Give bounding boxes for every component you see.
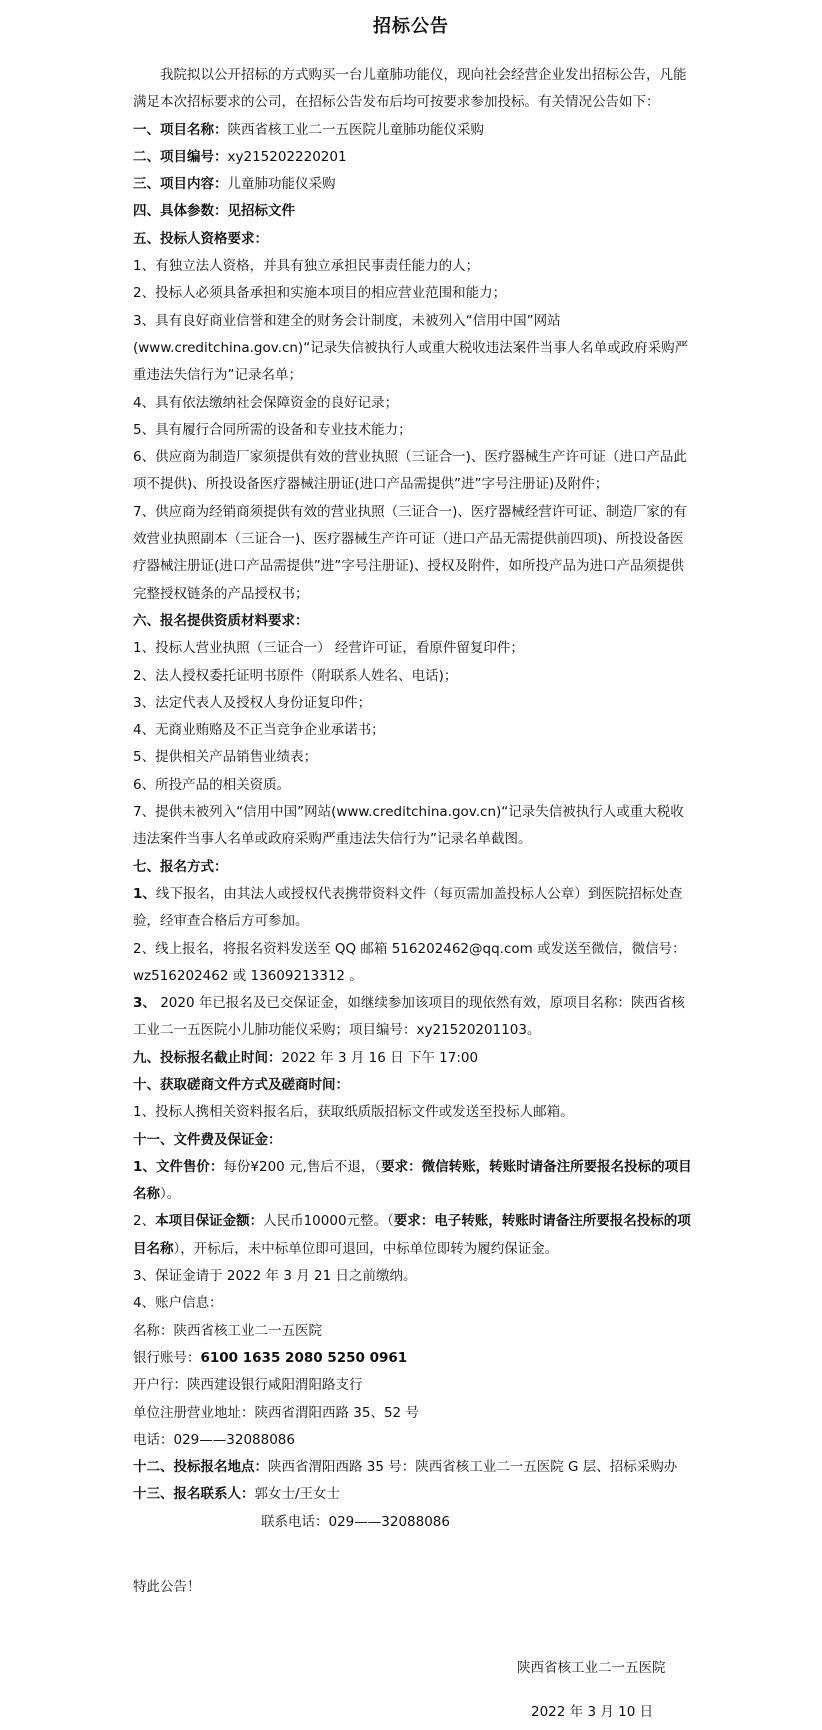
item-requirement: 要求：微信转账，转账时请备注所要报名投标的项目名称 (133, 1158, 692, 1203)
account-info-heading: 4、账户信息： (133, 1295, 223, 1312)
section-docs-heading: 十、获取磋商文件方式及磋商时间： (133, 1076, 349, 1093)
account-number-value: 6100 1635 2080 5250 0961 (200, 1349, 408, 1366)
section-project-number (133, 144, 693, 171)
materials-item: 6、所投产品的相关资质。 (133, 776, 291, 793)
section-project-content (133, 171, 693, 198)
item-number: 3、 (133, 995, 156, 1012)
item-number: 2、 (133, 1213, 156, 1230)
item-requirement: 要求：电子转账，转账时请备注所要报名投标的项目名称 (133, 1213, 691, 1257)
registration-item (133, 881, 693, 936)
section-label: 十二、投标报名地点： (133, 1459, 268, 1476)
section-value: xy215202220201 (227, 148, 347, 165)
section-deadline (133, 1045, 693, 1072)
item-text: 线下报名，由其法人或授权代表携带资料文件（每页需加盖投标人公章）到医院招标处查验，经审查合格后方可参加。 (133, 885, 683, 930)
qualification-item: 4、具有依法缴纳社会保障资金的良好记录； (133, 394, 399, 411)
item-label: 1、文件售价： (133, 1158, 224, 1175)
section-registration-heading: 七、报名方式： (133, 858, 228, 875)
account-bank: 开户行：陕西建设银行咸阳渭阳路支行 (133, 1377, 363, 1394)
deposit-item (133, 1208, 693, 1263)
materials-item: 4、无商业贿赂及不正当竞争企业承诺书； (133, 722, 385, 739)
deposit-deadline: 3、保证金请于 2022 年 3 月 21 日之前缴纳。 (133, 1268, 417, 1285)
account-number-label: 银行账号： (133, 1349, 201, 1366)
docs-item: 1、投标人携相关资料报名后，获取纸质版招标文件或发送至投标人邮箱。 (133, 1104, 574, 1121)
materials-item: 2、法人授权委托证明书原件（附联系人姓名、电话)； (133, 667, 458, 684)
section-materials-heading: 六、报名提供资质材料要求： (133, 612, 309, 629)
section-parameters: 四、具体参数：见招标文件 (133, 203, 295, 220)
section-value: 郭女士/王女士 (254, 1486, 341, 1503)
contact-phone: 联系电话：029——32088086 (261, 1513, 450, 1530)
section-label: 二、项目编号： (133, 148, 228, 165)
item-end: ）。 (160, 1186, 181, 1203)
section-value: 陕西省渭阳西路 35 号：陕西省核工业二一五医院 G 层、招标采购办 (268, 1459, 678, 1476)
account-address: 单位注册营业地址：陕西省渭阳西路 35、52 号 (133, 1404, 419, 1421)
item-end: ），开标后，未中标单位即可退回，中标单位即转为履约保证金。 (173, 1240, 559, 1257)
section-value: 儿童肺功能仪采购 (227, 176, 336, 193)
fee-item (133, 1154, 693, 1209)
section-fees-heading: 十一、文件费及保证金： (133, 1131, 282, 1148)
account-name: 名称：陕西省核工业二一五医院 (133, 1322, 322, 1339)
item-number: 1、 (133, 885, 156, 902)
item-value: 人民币10000元整。（ (263, 1213, 394, 1230)
qualification-item: 6、供应商为制造厂家须提供有效的营业执照（三证合一)、医疗器械生产许可证（进口产品此项不提供)、所投设备医疗器械注册证(进口产品需提供”进”字号注册证)及附件； (133, 449, 687, 493)
section-value: 2022 年 3 月 16 日 下午 17:00 (281, 1049, 479, 1066)
section-project-name (133, 117, 693, 144)
qualification-item: 1、有独立法人资格，并具有独立承担民事责任能力的人； (133, 258, 480, 275)
account-phone: 电话：029——32088086 (133, 1431, 295, 1448)
item-label: 本项目保证金额： (155, 1213, 264, 1230)
item-text: 2020 年已报名及已交保证金，如继续参加该项目的现依然有效，原项目名称：陕西省核工业二一五医院小儿肺功能仪采购；项目编号：xy21520201103。 (133, 995, 685, 1039)
intro-paragraph: 我院拟以公开招标的方式购买一台儿童肺功能仪，现向社会经营企业发出招标公告，凡能满足本次招标要求的公司，在招标公告发布后均可按要求参加投标。有关情况公告如下： (133, 67, 687, 111)
qualification-item: 2、投标人必须具备承担和实施本项目的相应营业范围和能力； (133, 285, 507, 302)
registration-item: 2、线上报名，将报名资料发送至 QQ 邮箱 516202462@qq.com 或发送至微信，微信号：wz516202462 或 13609213312 。 (133, 940, 686, 984)
section-qualification-heading: 五、投标人资格要求： (133, 230, 268, 247)
signature-date: 2022 年 3 月 10 日 (531, 1704, 654, 1720)
section-label: 一、项目名称： (133, 121, 228, 138)
closing-text: 特此公告！ (133, 1579, 201, 1595)
section-location (133, 1454, 693, 1481)
section-contact (133, 1481, 693, 1508)
materials-item: 1、投标人营业执照（三证合一） 经营许可证，看原件留复印件； (133, 640, 524, 657)
materials-item: 7、提供未被列入“信用中国”网站(www.creditchina.gov.cn)“记录失信被执行人或重大税收违法案件当事人名单或政府采购严重违法失信行为”记录名单截图。 (133, 804, 684, 848)
section-label: 九、投标报名截止时间： (133, 1049, 282, 1066)
materials-item: 5、提供相关产品销售业绩表； (133, 749, 318, 766)
page-title: 招标公告 (373, 16, 449, 37)
item-value: 每份¥200 元,售后不退，（ (223, 1158, 382, 1175)
qualification-item: 7、供应商为经销商须提供有效的营业执照（三证合一)、医疗器械经营许可证、制造厂家的有效营业执照副本（三证合一)、医疗器械生产许可证（进口产品无需提供前四项)、所投设备医疗器械注册证(进口产品需提供”进”字号注册证)、授权及附件，如所投产品为进口产品须提供完整授权链条的产品授权书； (133, 503, 687, 602)
notice-body (133, 62, 693, 1536)
qualification-item: 3、具有良好商业信誉和建全的财务会计制度，未被列入“信用中国”网站(www.creditchina.gov.cn)“记录失信被执行人或重大税收违法案件当事人名单或政府采购严重违法失信行为”记录名单； (133, 312, 689, 384)
qualification-item: 5、具有履行合同所需的设备和专业技术能力； (133, 421, 412, 438)
section-value: 陕西省核工业二一五医院儿童肺功能仪采购 (227, 121, 484, 138)
section-label: 十三、报名联系人： (133, 1486, 255, 1503)
account-number (133, 1345, 693, 1372)
registration-item (133, 990, 693, 1045)
signature-org: 陕西省核工业二一五医院 (517, 1660, 666, 1676)
materials-item: 3、法定代表人及授权人身份证复印件； (133, 694, 372, 711)
section-label: 三、项目内容： (133, 176, 228, 193)
